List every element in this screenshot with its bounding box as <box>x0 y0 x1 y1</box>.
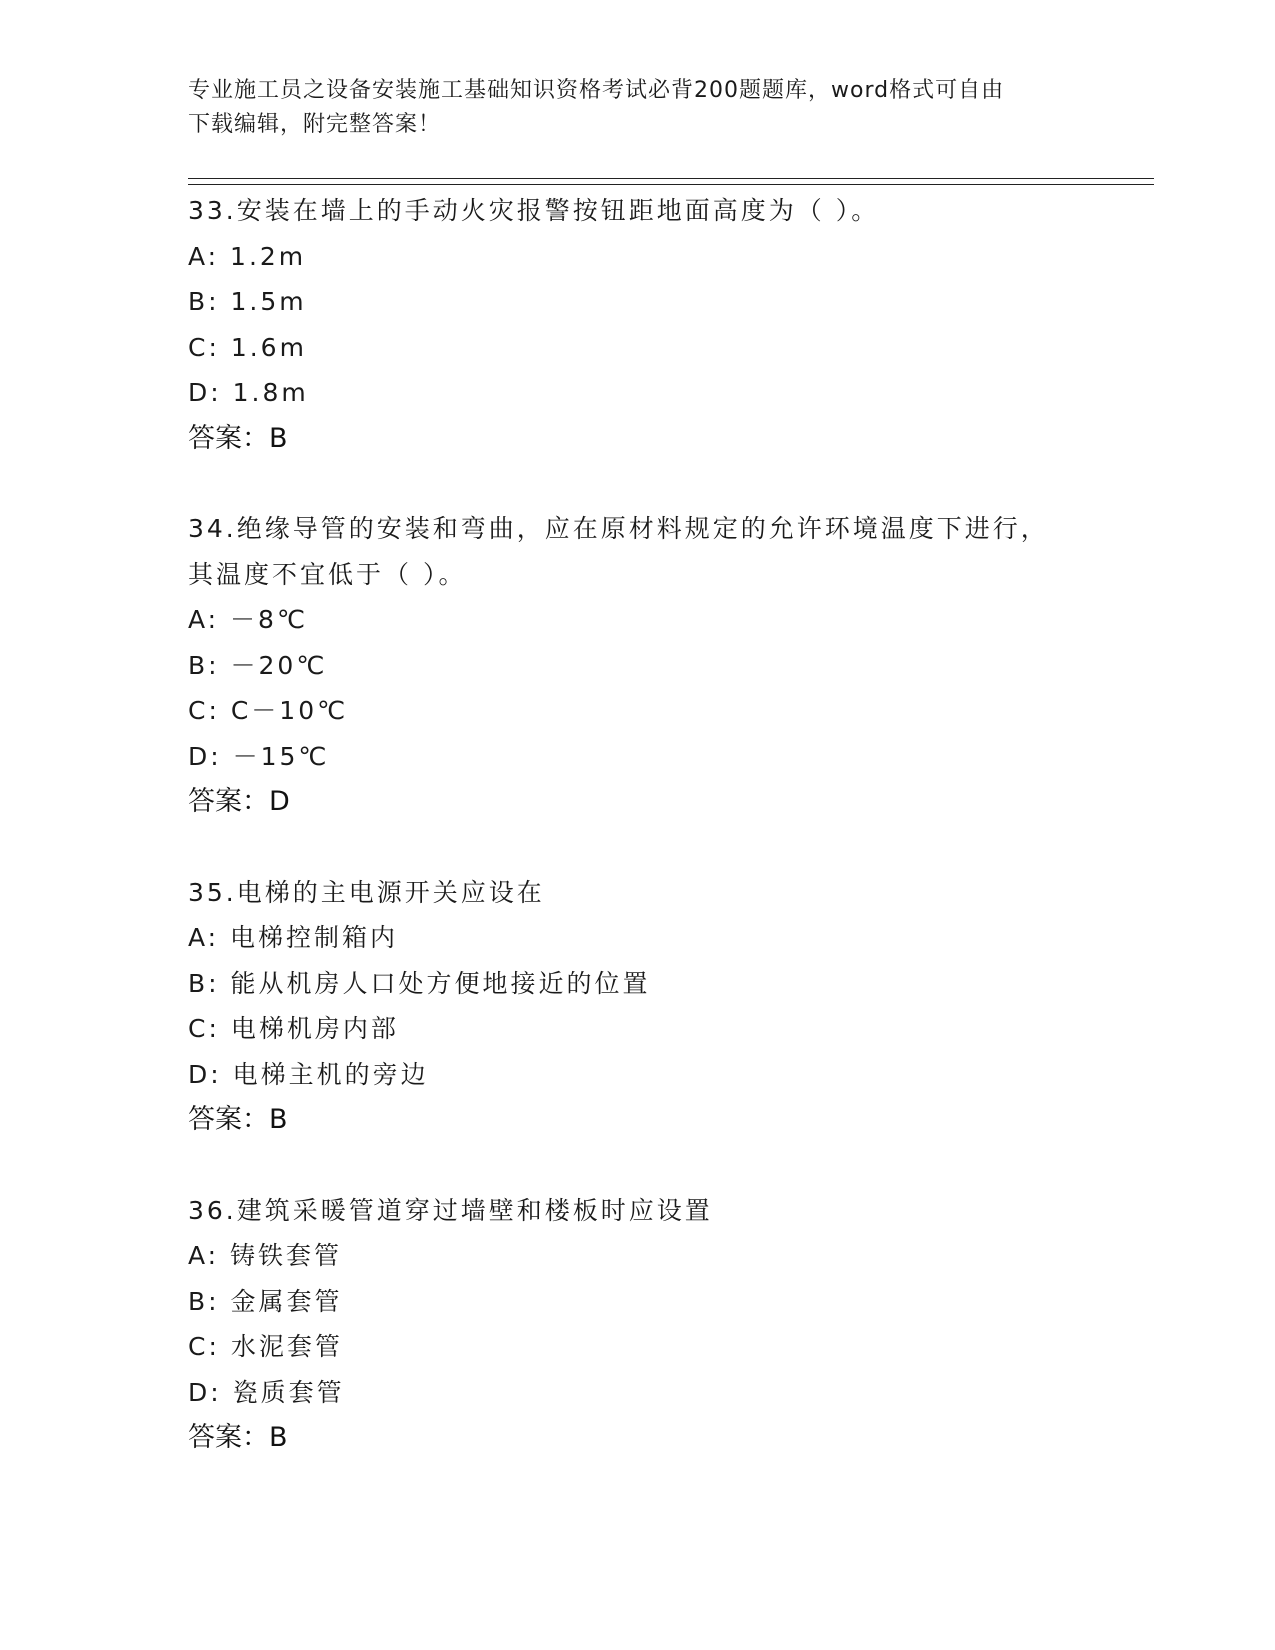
header-divider-top <box>188 178 1154 179</box>
question-36 <box>188 1188 1148 1461</box>
option-b: B: －20℃ <box>188 650 328 680</box>
option-a: A: 铸铁套管 <box>188 1241 343 1270</box>
question-stem: 35.电梯的主电源开关应设在 <box>188 877 545 907</box>
option-d: D: 电梯主机的旁边 <box>188 1059 429 1089</box>
question-gap <box>188 825 1148 870</box>
option-b: B: 1.5m <box>188 287 307 316</box>
option-c: C: 水泥套管 <box>188 1332 343 1361</box>
option-c: C: 1.6m <box>188 332 307 362</box>
question-34 <box>188 506 1148 825</box>
answer: 答案：B <box>188 1422 288 1453</box>
question-stem: 33.安装在墙上的手动火灾报警按钮距地面高度为（ ）。 <box>188 196 880 225</box>
answer: 答案：B <box>188 422 288 454</box>
header-divider-bottom <box>188 184 1154 185</box>
option-a: A: －8℃ <box>188 605 309 634</box>
header-line-2: 下载编辑，附完整答案！ <box>188 112 442 137</box>
document-header <box>188 74 1088 142</box>
option-c: C: C－10℃ <box>188 696 349 725</box>
option-d: D: －15℃ <box>188 741 330 771</box>
question-stem-line-1: 34.绝缘导管的安装和弯曲，应在原材料规定的允许环境温度下进行， <box>188 514 1049 543</box>
option-d: D: 瓷质套管 <box>188 1377 345 1407</box>
question-gap <box>188 1143 1148 1188</box>
option-a: A: 电梯控制箱内 <box>188 923 399 952</box>
option-c: C: 电梯机房内部 <box>188 1014 399 1043</box>
header-line-1: 专业施工员之设备安装施工基础知识资格考试必背200题题库，word格式可自由 <box>188 78 1005 103</box>
option-b: B: 金属套管 <box>188 1286 343 1316</box>
option-a: A: 1.2m <box>188 241 307 271</box>
question-stem: 36.建筑采暖管道穿过墙壁和楼板时应设置 <box>188 1195 713 1225</box>
question-list <box>188 188 1148 1461</box>
option-b: B: 能从机房人口处方便地接近的位置 <box>188 968 651 998</box>
answer: 答案：B <box>188 1104 288 1135</box>
question-gap <box>188 461 1148 506</box>
question-33 <box>188 188 1148 461</box>
question-35 <box>188 870 1148 1143</box>
question-stem-line-2: 其温度不宜低于（ ）。 <box>188 559 467 589</box>
answer: 答案：D <box>188 786 290 817</box>
option-d: D: 1.8m <box>188 378 309 407</box>
